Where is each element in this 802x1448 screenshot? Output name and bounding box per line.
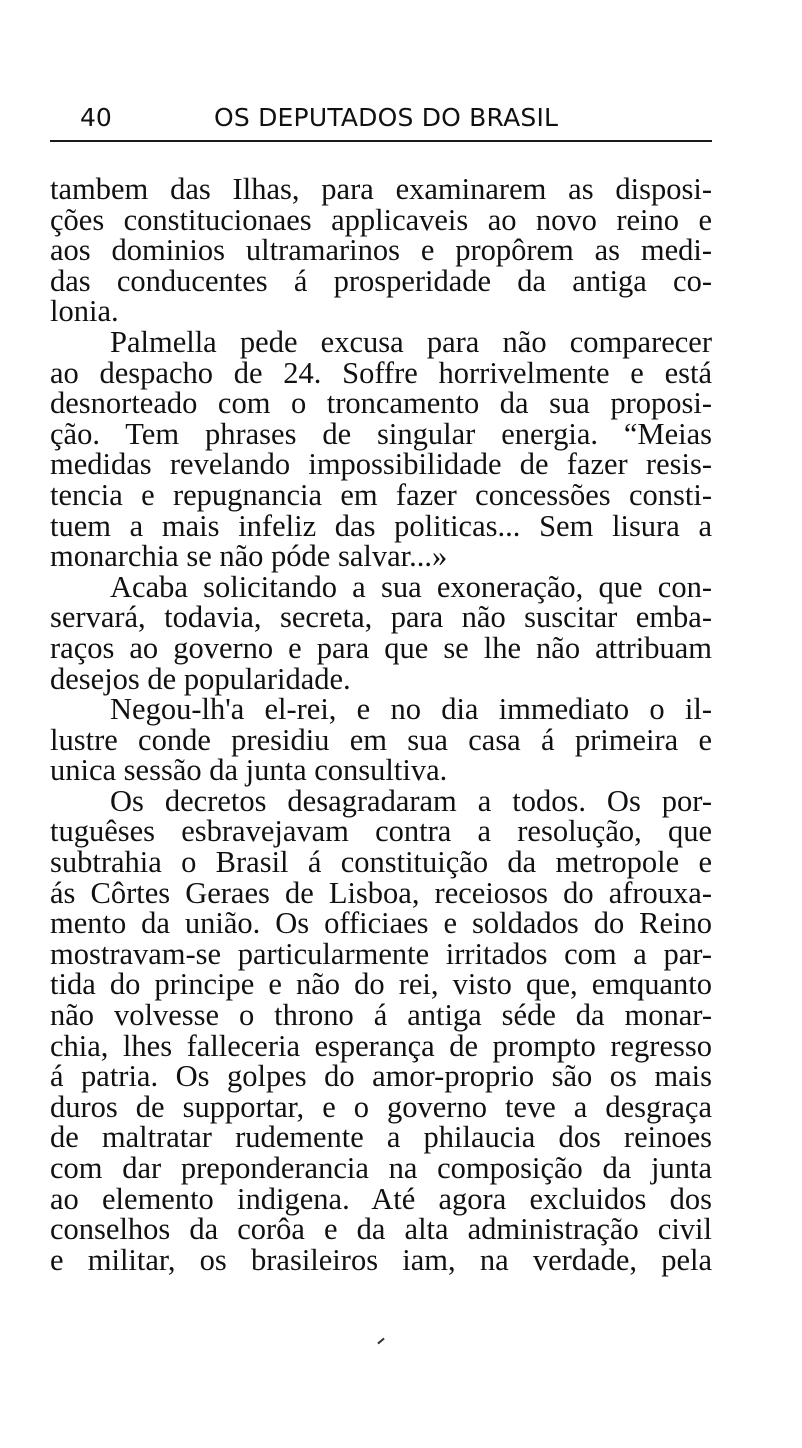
page-number: 40	[80, 103, 112, 132]
text-line: subtrahia o Brasil á constituição da metropole e	[50, 845, 712, 880]
text-line: ções constitucionaes applicaveis ao novo reino e	[50, 202, 712, 237]
text-line: lonia.	[50, 294, 119, 329]
text-line: das conducentes á prosperidade da antiga co-	[50, 263, 712, 298]
text-line: unica sessão da junta consultiva.	[50, 753, 448, 788]
text-line: medidas revelando impossibilidade de fazer resis-	[50, 447, 712, 482]
body-text	[50, 174, 712, 1275]
text-line: tuguêses esbravejavam contra a resolução, que	[50, 814, 712, 849]
text-line: raços ao governo e para que se lhe não attribuam	[50, 630, 712, 665]
text-line: Negou-lh'a el-rei, e no dia immediato o il-	[110, 692, 712, 727]
text-line: mento da união. Os officiaes e soldados do Reino	[50, 906, 712, 941]
text-line: Os decretos desagradaram a todos. Os por-	[110, 783, 712, 818]
header-rule	[50, 140, 712, 142]
text-line: lustre conde presidiu em sua casa á primeira e	[50, 722, 712, 757]
text-line: servará, todavia, secreta, para não suscitar emba-	[50, 600, 712, 635]
text-line: Palmella pede excusa para não comparecer	[110, 324, 712, 359]
text-line: conselhos da corôa e da alta administração civil	[50, 1212, 712, 1247]
text-line: Acaba solicitando a sua exoneração, que con-	[110, 569, 712, 604]
text-line: tencia e repugnancia em fazer concessões consti-	[50, 477, 712, 512]
text-line: monarchia se não póde salvar...»	[50, 539, 448, 574]
text-line: tida do principe e não do rei, visto que, emquanto	[50, 967, 712, 1002]
text-line: á patria. Os golpes do amor-proprio são os mais	[50, 1059, 712, 1094]
text-line: desnorteado com o troncamento da sua proposi-	[50, 386, 712, 421]
page-header	[50, 100, 712, 136]
text-line: não volvesse o throno á antiga séde da monar-	[50, 998, 712, 1033]
text-line: ao despacho de 24. Soffre horrivelmente e está	[50, 355, 712, 390]
text-line: ção. Tem phrases de singular energia. “Meias	[50, 416, 712, 451]
text-line: chia, lhes falleceria esperança de prompto regresso	[50, 1028, 712, 1063]
text-line: mostravam-se particularmente irritados com a par-	[50, 936, 712, 971]
ink-mark	[377, 1338, 384, 1345]
text-line: de maltratar rudemente a philaucia dos reinoes	[50, 1120, 712, 1155]
text-line: ao elemento indigena. Até agora excluidos dos	[50, 1181, 712, 1216]
text-line: tuem a mais infeliz das politicas... Sem lisura a	[50, 508, 712, 543]
text-line: duros de supportar, e o governo teve a desgraça	[50, 1089, 712, 1124]
text-line: desejos de popularidade.	[50, 661, 351, 696]
text-line: e militar, os brasileiros iam, na verdade, pela	[50, 1242, 712, 1277]
text-line: com dar preponderancia na composição da junta	[50, 1151, 712, 1185]
text-line: tambem das Ilhas, para examinarem as disposi-	[50, 172, 712, 206]
text-line: ás Côrtes Geraes de Lisboa, receiosos do afrouxa-	[50, 875, 712, 910]
text-line: aos dominios ultramarinos e propôrem as medi-	[50, 233, 712, 268]
running-title: OS DEPUTADOS DO BRASIL	[214, 103, 559, 132]
